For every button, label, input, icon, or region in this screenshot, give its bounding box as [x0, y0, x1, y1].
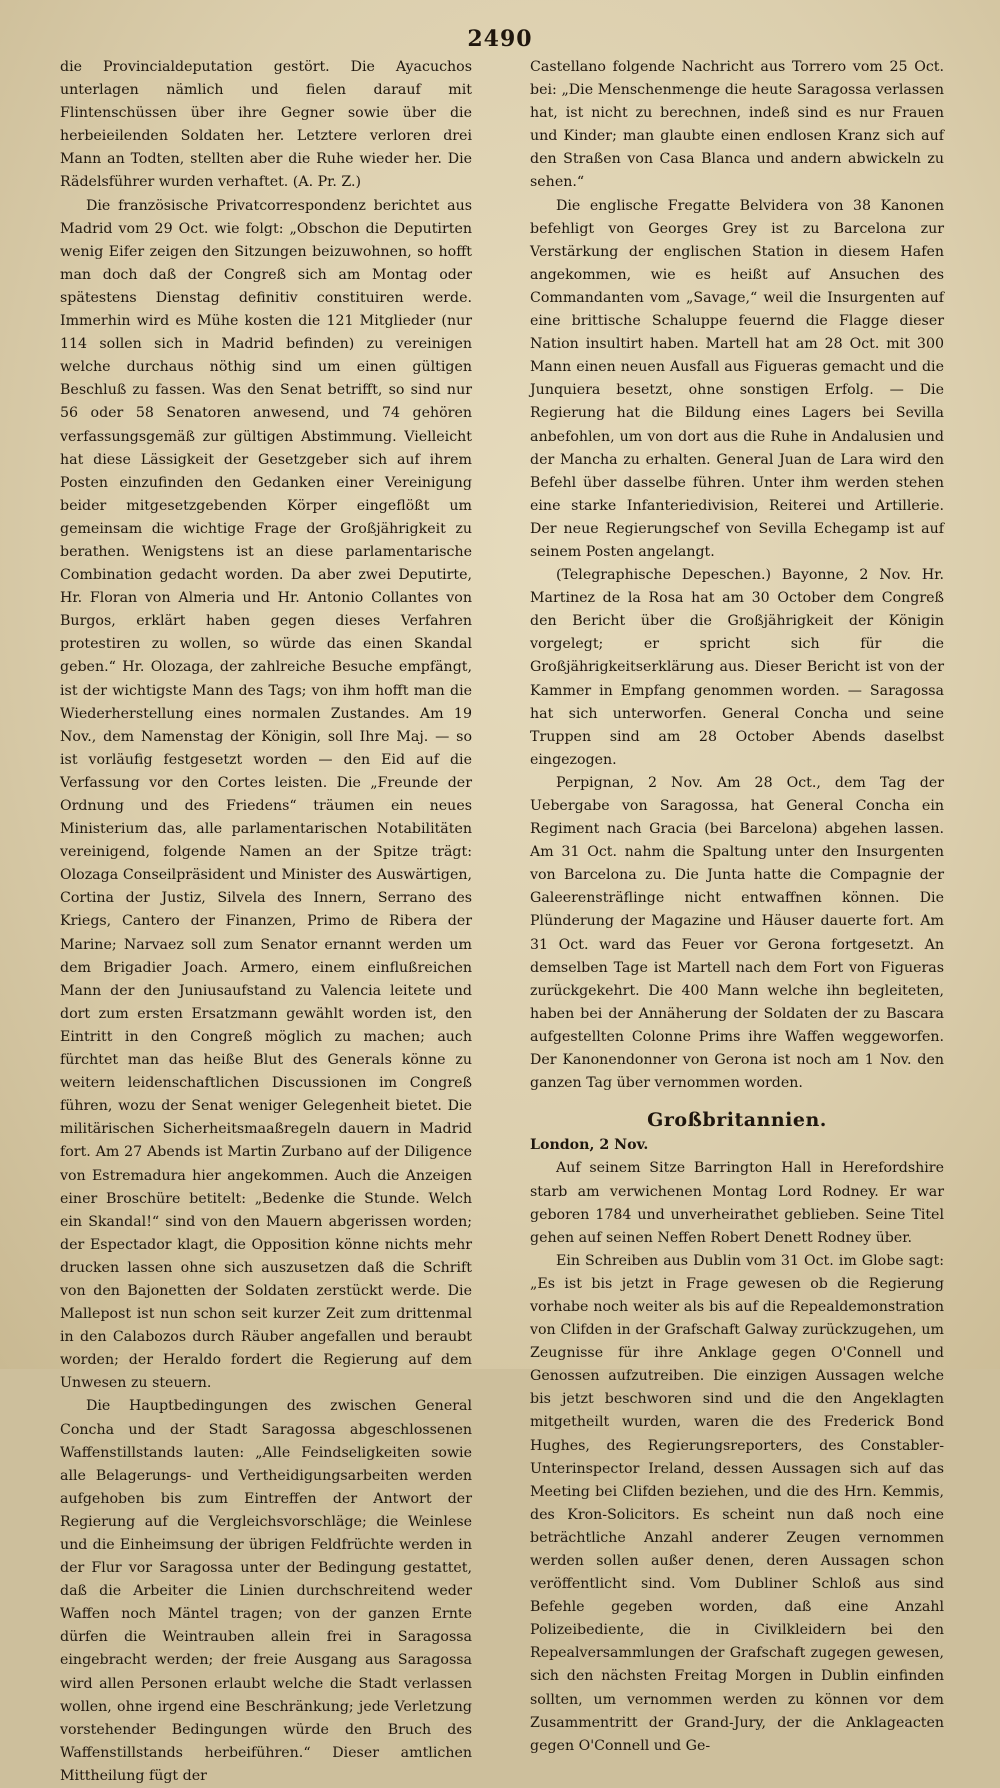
paragraph: Die englische Fregatte Belvidera von 38 Kanonen befehligt von Georges Grey ist zu Barcelona zur Verstärkung der englischen Station in diesem Hafen angekommen, wie es heißt auf Ansuchen des Commandanten vom „Savage,“ weil die Insurgenten auf eine brittische Schaluppe feuernd die Flagge dieser Nation insultirt haben. Martell hat am 28 Oct. mit 300 Mann einen neuen Ausfall aus Figueras gemacht und die Junquiera besetzt, ohne sonstigen Erfolg. — Die Regierung hat die Bildung eines Lagers bei Sevilla anbefohlen, um von dort aus die Ruhe in Andalusien und der Mancha zu erhalten. General Juan de Lara wird den Befehl über dasselbe führen. Unter ihm werden stehen eine starke Infanteriedivision, Reiterei und Artillerie. Der neue Regierungschef von Sevilla Echegamp ist auf seinem Posten angelangt. — [530, 197, 944, 560]
paragraph: Die französische Privatcorrespondenz berichtet aus Madrid vom 29 Oct. wie folgt: „Obschon die Deputirten wenig Eifer zeigen den Sitzungen beizuwohnen, so hofft man doch daß der Congreß sich am Montag oder spätestens Dienstag definitiv constituiren werde. Immerhin wird es Mühe kosten die 121 Mitglieder (nur 114 sollen sich in Madrid befinden) zu vereinigen welche durchaus nöthig sind um einen gültigen Beschluß zu fassen. Was den Senat betrifft, so sind nur 56 oder 58 Senatoren anwesend, und 74 gehören verfassungsgemäß zur gültigen Abstimmung. Vielleicht hat diese Lässigkeit der Gesetzgeber sich auf ihrem Posten einzufinden den Gedanken einer Vereinigung beider mitgesetzgebenden Körper eingeflößt um gemeinsam die wichtige Frage der Großjährigkeit zu berathen. Wenigstens ist an diese parlamentarische Combination gedacht worden. Da aber zwei Deputirte, Hr. Floran von Almeria und Hr. Antonio Collantes von Burgos, erklärt haben gegen dieses Verfahren protestiren zu wollen, so würde das einen Skandal geben.“ Hr. Olozaga, der zahlreiche Besuche empfängt, ist der wichtigste Mann des Tags; von ihm hofft man die Wiederherstellung eines normalen Zustandes. Am 19 Nov., dem Namenstag der Königin, soll Ihre Maj. — so ist vorläufig festgesetzt worden — den Eid auf die Verfassung vor den Cortes leisten. Die „Freunde der Ordnung und des Friedens“ träumen ein neues Ministerium das, alle parlamentarischen Notabilitäten vereinigend, folgende Namen an der Spitze trägt: Olozaga Conseilpräsident und Minister des Auswärtigen, Cortina der Justiz, Silvela des Innern, Serrano des Kriegs, Cantero der Finanzen, Primo de Ribera der Marine; Narvaez soll zum Senator ernannt werden um dem Brigadier Joach. Armero, einem einflußreichen Mann der den Juniusaufstand zu Valencia leitete und dort zum ersten Ersatzmann gewählt worden ist, den Eintritt in den Congreß möglich zu machen; auch fürchtet man das heiße Blut des Generals könne zu weitern leidenschaftlichen Discussionen im Congreß führen, wozu der Senat weniger Gelegenheit bietet. Die militärischen Sicherheitsmaaßregeln dauern in Madrid fort. Am 27 Abends ist Martin Zurbano auf der Diligence von Estremadura hier angekommen. Auch die Anzeigen einer Broschüre betitelt: „Bedenke die Stunde. Welch ein Skandal!“ sind von den Mauern abgerissen worden; der Espectador klagt, die Opposition könne nichts mehr drucken lassen ohne sich auszusetzen daß die Schrift von den Bajonetten der Soldaten zerstückt werde. Die Mallepost ist nun schon seit kurzer Zeit zum drittenmal in den Calabozos durch Räuber angefallen und beraubt worden; der Heraldo fordert die Regierung auf dem Unwesen zu steuern. — [60, 197, 472, 1392]
page-number: 2490 — [467, 26, 533, 52]
paragraph: Die Hauptbedingungen des zwischen General Concha und der Stadt Saragossa abgeschlossenen Waffenstillstands lauten: „Alle Feindseligkeiten sowie alle Belagerungs- und Vertheidigungsarbeiten werden aufgehoben bis zum Eintreffen der Antwort der Regierung auf die Vergleichsvorschläge; die Weinlese und die Einheimsung der übrigen Feldfrüchte werden in der Flur vor Saragossa unter der Bedingung gestattet, daß die Arbeiter die Linien durchschreitend weder Waffen noch Mäntel tragen; von der ganzen Ernte dürfen die Weintrauben allein frei in Saragossa eingebracht werden; der freie Ausgang aus Saragossa wird allen Personen erlaubt welche die Stadt verlassen wollen, ohne irgend eine Beschränkung; jede Verletzung vorstehender Bedingungen würde den Bruch des Waffenstillstands herbeiführen.“ Dieser amtlichen Mittheilung fügt der — [60, 1398, 472, 1784]
paragraph: Auf seinem Sitze Barrington Hall in Herefordshire starb am verwichenen Montag Lord Rodney. Er war geboren 1784 und unverheirathet geblieben. Seine Titel gehen auf seinen Neffen Robert Denett Rodney über. — [530, 1160, 944, 1246]
paragraph: die Provincialdeputation gestört. Die Ayacuchos unterlagen nämlich und fielen darauf mit Flintenschüssen über ihre Gegner sowie über die herbeieilenden Soldaten her. Letztere verloren drei Mann an Todten, stellten aber die Ruhe wieder her. Die Rädelsführer wurden verhaftet. (A. Pr. Z.) — [60, 59, 472, 191]
paragraph: (Telegraphische Depeschen.) Bayonne, 2 Nov. Hr. Martinez de la Rosa hat am 30 October dem Congreß den Bericht über die Großjährigkeit der Königin vorgelegt; er spricht sich für die Großjährigkeitserklärung aus. Dieser Bericht ist von der Kammer in Empfang genommen worden. — Saragossa hat sich unterworfen. General Concha und seine Truppen sind am 28 October Abends daselbst eingezogen. — [530, 567, 944, 768]
right-column — [530, 56, 944, 1758]
paragraph: Perpignan, 2 Nov. Am 28 Oct., dem Tag der Uebergabe von Saragossa, hat General Concha ein Regiment nach Gracia (bei Barcelona) abgehen lassen. Am 31 Oct. nahm die Spaltung unter den Insurgenten von Barcelona zu. Die Junta hatte die Compagnie der Galeerensträflinge nicht entwaffnen können. Die Plünderung der Magazine und Häuser dauerte fort. Am 31 Oct. ward das Feuer vor Gerona fortgesetzt. An demselben Tage ist Martell nach dem Fort von Figueras zurückgekehrt. Die 400 Mann welche ihn begleiteten, haben bei der Annäherung der Soldaten der zu Bascara aufgestellten Colonne Prims ihre Waffen weggeworfen. Der Kanonendonner von Gerona ist noch am 1 Nov. den ganzen Tag über vernommen worden. — [530, 774, 944, 1092]
paragraph: Ein Schreiben aus Dublin vom 31 Oct. im Globe sagt: „Es ist bis jetzt in Frage gewesen ob die Regierung vorhabe noch weiter als bis auf die Repealdemonstration von Clifden in der Grafschaft Galway zurückzugehen, um Zeugnisse für ihre Anklage gegen O'Connell und Genossen aufzutreiben. Die einzigen Aussagen welche bis jetzt beschworen sind und die den Angeklagten mitgetheilt wurden, waren die des Frederick Bond Hughes, des Regierungsreporters, des Constabler-Unterinspector Ireland, dessen Aussagen sich auf das Meeting bei Clifden beziehen, und die des Hrn. Kemmis, des Kron-Solicitors. Es scheint nun daß noch eine beträchtliche Anzahl anderer Zeugen vernommen werden sollen außer denen, deren Aussagen schon veröffentlicht sind. Vom Dubliner Schloß aus sind Befehle gegeben worden, daß eine Anzahl Polizeibediente, die in Civilkleidern bei den Repealversammlungen der Grafschaft zugegen gewesen, sich den nächsten Freitag Morgen in Dublin einfinden sollten, um vernommen werden zu können vor dem Zusammentritt der Grand-Jury, der die Anklageacten gegen O'Connell und Ge- — [530, 1252, 944, 1754]
section-heading: Großbritannien. — [647, 1109, 827, 1132]
left-column — [60, 56, 472, 1788]
paragraph: Castellano folgende Nachricht aus Torrero vom 25 Oct. bei: „Die Menschenmenge die heute Saragossa verlassen hat, ist nicht zu berechnen, indeß sind es nur Frauen und Kinder; man glaubte einen endlosen Kranz sich auf den Straßen von Casa Blanca und andern abwickeln zu sehen.“ — [530, 59, 944, 191]
dateline: London, 2 Nov. — [530, 1137, 649, 1154]
